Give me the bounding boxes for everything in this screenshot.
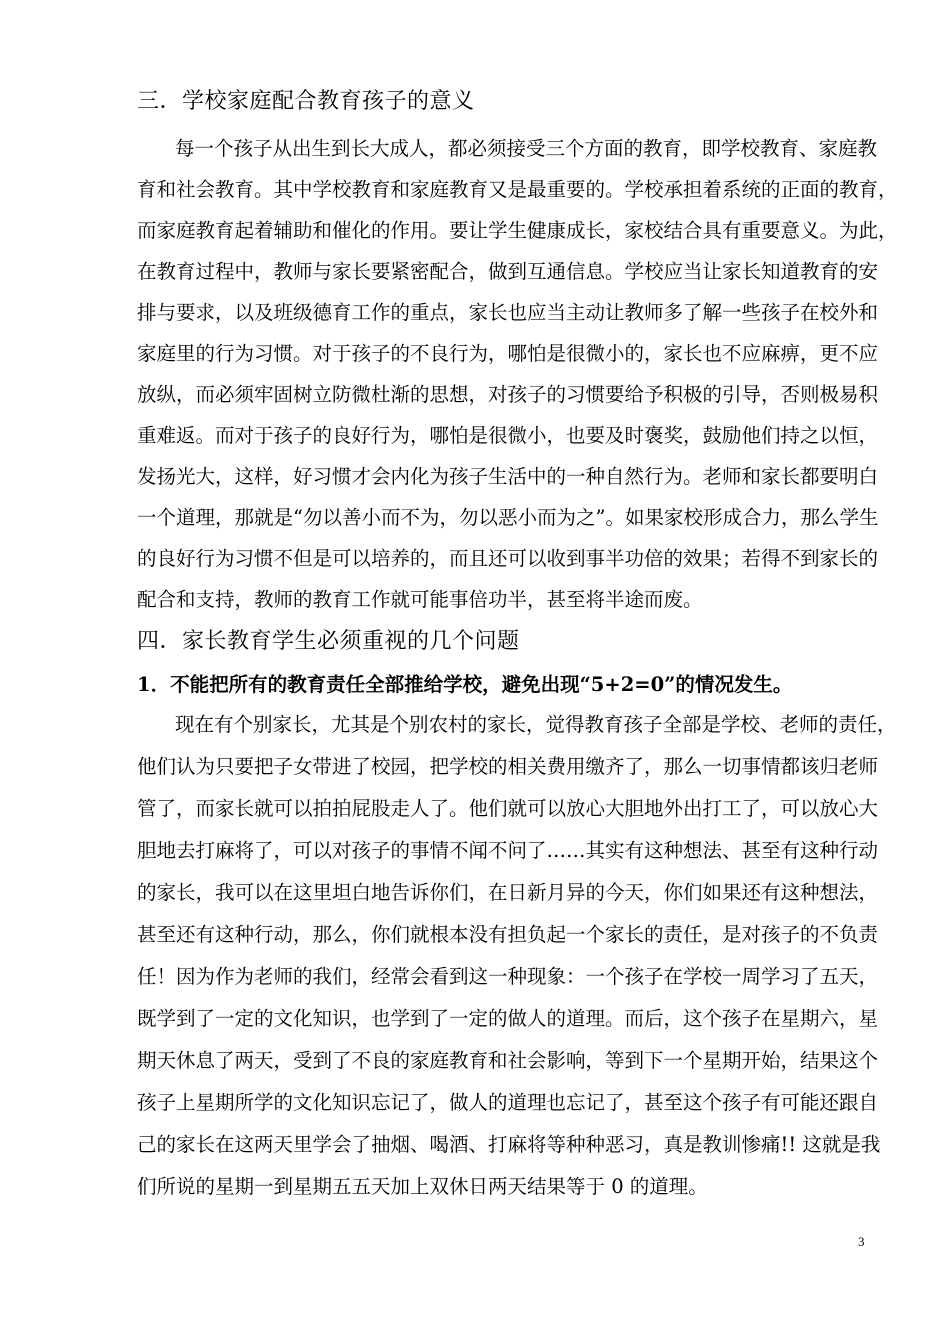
paragraph-line: 家庭里的行为习惯。对于孩子的不良行为，哪怕是很微小的，家长也不应麻痹，更不应 — [137, 342, 879, 365]
paragraph-line: 而家庭教育起着辅助和催化的作用。要让学生健康成长，家校结合具有重要意义。为此， — [137, 219, 898, 242]
paragraph-line: 重难返。而对于孩子的良好行为，哪怕是很微小，也要及时褒奖，鼓励他们持之以恒， — [137, 424, 879, 447]
paragraph-line: 胆地去打麻将了，可以对孩子的事情不闻不问了……其实有这种想法、甚至有这种行动 — [137, 839, 879, 862]
paragraph-line: 们所说的星期一到星期五五天加上双休日两天结果等于 0 的道理。 — [137, 1175, 708, 1198]
section-heading-4: 四．家长教育学生必须重视的几个问题 — [137, 629, 520, 654]
paragraph-line: 期天休息了两天，受到了不良的家庭教育和社会影响，等到下一个星期开始，结果这个 — [137, 1049, 879, 1072]
paragraph-line: 的良好行为习惯不但是可以培养的，而且还可以收到事半功倍的效果；若得不到家长的 — [137, 547, 879, 570]
paragraph-line: 孩子上星期所学的文化知识忘记了，做人的道理也忘记了，甚至这个孩子有可能还跟自 — [137, 1091, 879, 1114]
paragraph-line: 己的家长在这两天里学会了抽烟、喝酒、打麻将等种种恶习，真是教训惨痛!! 这就是我 — [137, 1133, 881, 1156]
paragraph-line: 管了，而家长就可以拍拍屁股走人了。他们就可以放心大胆地外出打工了，可以放心大 — [137, 797, 879, 820]
paragraph-line: 一个道理，那就是“勿以善小而不为，勿以恶小而为之”。如果家校形成合力，那么学生 — [137, 506, 879, 529]
paragraph-line: 既学到了一定的文化知识，也学到了一定的做人的道理。而后，这个孩子在星期六，星 — [137, 1007, 879, 1030]
paragraph-line: 育和社会教育。其中学校教育和家庭教育又是最重要的。学校承担着系统的正面的教育， — [137, 178, 898, 201]
section-heading-3: 三．学校家庭配合教育孩子的意义 — [137, 89, 475, 114]
paragraph-line: 的家长，我可以在这里坦白地告诉你们，在日新月异的今天，你们如果还有这种想法， — [137, 881, 879, 904]
paragraph-line: 发扬光大，这样，好习惯才会内化为孩子生活中的一种自然行为。老师和家长都要明白 — [137, 465, 879, 488]
paragraph-line: 他们认为只要把子女带进了校园，把学校的相关费用缴齐了，那么一切事情都该归老师 — [137, 755, 879, 778]
paragraph-line: 每一个孩子从出生到长大成人，都必须接受三个方面的教育，即学校教育、家庭教 — [175, 137, 878, 160]
paragraph-line: 配合和支持，教师的教育工作就可能事倍功半，甚至将半途而废。 — [137, 588, 703, 611]
paragraph-line: 放纵，而必须牢固树立防微杜渐的思想，对孩子的习惯要给予积极的引导，否则极易积 — [137, 383, 879, 406]
paragraph-line: 在教育过程中，教师与家长要紧密配合，做到互通信息。学校应当让家长知道教育的安 — [137, 260, 879, 283]
paragraph-line: 任！因为作为老师的我们，经常会看到这一种现象：一个孩子在学校一周学习了五天， — [137, 965, 879, 988]
paragraph-line: 甚至还有这种行动，那么，你们就根本没有担负起一个家长的责任，是对孩子的不负责 — [137, 923, 879, 946]
paragraph-line: 排与要求，以及班级德育工作的重点，家长也应当主动让教师多了解一些孩子在校外和 — [137, 301, 879, 324]
paragraph-line: 现在有个别家长，尤其是个别农村的家长，觉得教育孩子全部是学校、老师的责任， — [175, 713, 897, 736]
page-number: 3 — [858, 1234, 865, 1249]
subheading-item-1: 1．不能把所有的教育责任全部推给学校，避免出现“5+2=0”的情况发生。 — [137, 673, 793, 696]
